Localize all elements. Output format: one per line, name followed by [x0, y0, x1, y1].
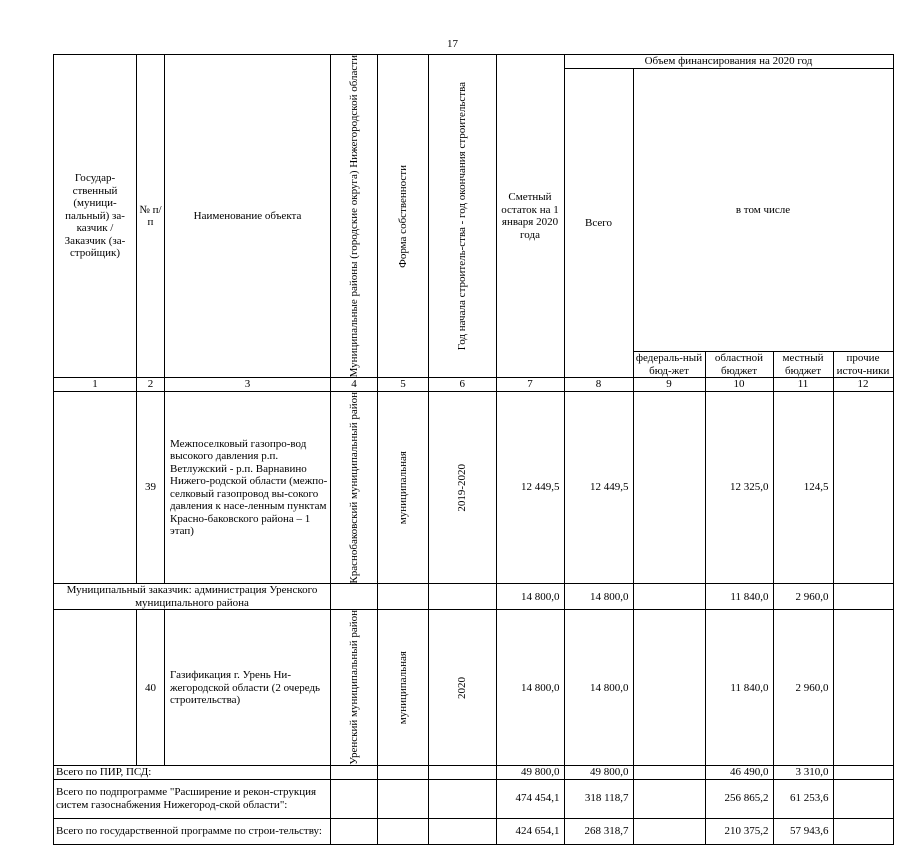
col-num: 6	[429, 378, 497, 392]
header-other: прочие источ-ники	[833, 352, 893, 378]
col-num: 3	[165, 378, 331, 392]
cell-total: 14 800,0	[564, 584, 633, 610]
cell-local: 2 960,0	[773, 610, 833, 766]
total-label: Всего по ПИР, ПСД:	[54, 766, 331, 780]
col-num: 4	[331, 378, 378, 392]
cell-regional: 46 490,0	[705, 766, 773, 780]
header-including: в том числе	[633, 68, 893, 352]
col-num: 2	[137, 378, 165, 392]
col-num: 10	[705, 378, 773, 392]
cell-total: 49 800,0	[564, 766, 633, 780]
cell-local: 57 943,6	[773, 818, 833, 844]
cell-total: 318 118,7	[564, 779, 633, 818]
cell-ownership: муниципальная	[378, 610, 429, 766]
cell-regional: 12 325,0	[705, 391, 773, 584]
column-numbers-row	[54, 378, 894, 392]
cell-estimate: 12 449,5	[496, 391, 564, 584]
col-num: 9	[633, 378, 705, 392]
cell-object-name: Межпоселковый газопро-вод высокого давления р.п. Ветлужский - р.п. Варнавино Нижего-родской области (межпо-селковый газопровод вы-сокого давления к насе-ленным пунктам Красно-баковского района – 1 этап)	[165, 391, 331, 584]
header-customer: Государ-ственный (муници-пальный) за-казчик / Заказчик (за-стройщик)	[54, 55, 137, 378]
table-row	[54, 610, 894, 766]
cell-total: 268 318,7	[564, 818, 633, 844]
cell-district: Уренский муниципальный район	[331, 610, 378, 766]
cell-total: 14 800,0	[564, 610, 633, 766]
page-number: 17	[447, 38, 458, 50]
col-num: 8	[564, 378, 633, 392]
cell-federal	[633, 391, 705, 584]
cell-other	[833, 391, 893, 584]
cell-total: 12 449,5	[564, 391, 633, 584]
cell-local: 124,5	[773, 391, 833, 584]
total-label: Всего по подпрограмме "Расширение и рекон-струкция систем газоснабжения Нижегород-ской области":	[54, 779, 331, 818]
cell-regional: 256 865,2	[705, 779, 773, 818]
cell-customer	[54, 610, 137, 766]
col-num: 1	[54, 378, 137, 392]
cell-estimate: 424 654,1	[496, 818, 564, 844]
cell-estimate: 14 800,0	[496, 610, 564, 766]
cell-years: 2019-2020	[429, 391, 497, 584]
customer-label: Муниципальный заказчик: администрация Уренского муниципального района	[54, 584, 331, 610]
cell-customer	[54, 391, 137, 584]
cell-number: 39	[137, 391, 165, 584]
col-num: 12	[833, 378, 893, 392]
financing-table	[53, 54, 894, 845]
header-total: Всего	[564, 68, 633, 378]
header-number: № п/п	[137, 55, 165, 378]
header-years: Год начала строитель-ства - год окончания строительства	[429, 55, 497, 378]
cell-years: 2020	[429, 610, 497, 766]
cell-regional: 210 375,2	[705, 818, 773, 844]
cell-local: 61 253,6	[773, 779, 833, 818]
table-row-customer	[54, 584, 894, 610]
header-row-1	[54, 55, 894, 69]
col-num: 5	[378, 378, 429, 392]
cell-regional: 11 840,0	[705, 584, 773, 610]
cell-district: Краснобаковский муниципальный район	[331, 391, 378, 584]
col-num: 11	[773, 378, 833, 392]
header-ownership: Форма собственности	[378, 55, 429, 378]
cell-object-name: Газификация г. Урень Ни-жегородской области (2 очередь строительства)	[165, 610, 331, 766]
table-row	[54, 391, 894, 584]
cell-ownership: муниципальная	[378, 391, 429, 584]
table-row-total	[54, 779, 894, 818]
cell-estimate: 49 800,0	[496, 766, 564, 780]
header-districts: Муниципальные районы (городские округа) Нижегородской области	[331, 55, 378, 378]
cell-local: 2 960,0	[773, 584, 833, 610]
table-row-total	[54, 818, 894, 844]
table-row-total	[54, 766, 894, 780]
cell-regional: 11 840,0	[705, 610, 773, 766]
header-local: местный бюджет	[773, 352, 833, 378]
cell-estimate: 474 454,1	[496, 779, 564, 818]
cell-estimate: 14 800,0	[496, 584, 564, 610]
cell-number: 40	[137, 610, 165, 766]
header-estimate: Сметный остаток на 1 января 2020 года	[496, 55, 564, 378]
col-num: 7	[496, 378, 564, 392]
cell-local: 3 310,0	[773, 766, 833, 780]
total-label: Всего по государственной программе по строи-тельству:	[54, 818, 331, 844]
header-federal: федераль-ный бюд-жет	[633, 352, 705, 378]
header-regional: областной бюджет	[705, 352, 773, 378]
header-object-name: Наименование объекта	[165, 55, 331, 378]
header-funding: Объем финансирования на 2020 год	[564, 55, 893, 69]
